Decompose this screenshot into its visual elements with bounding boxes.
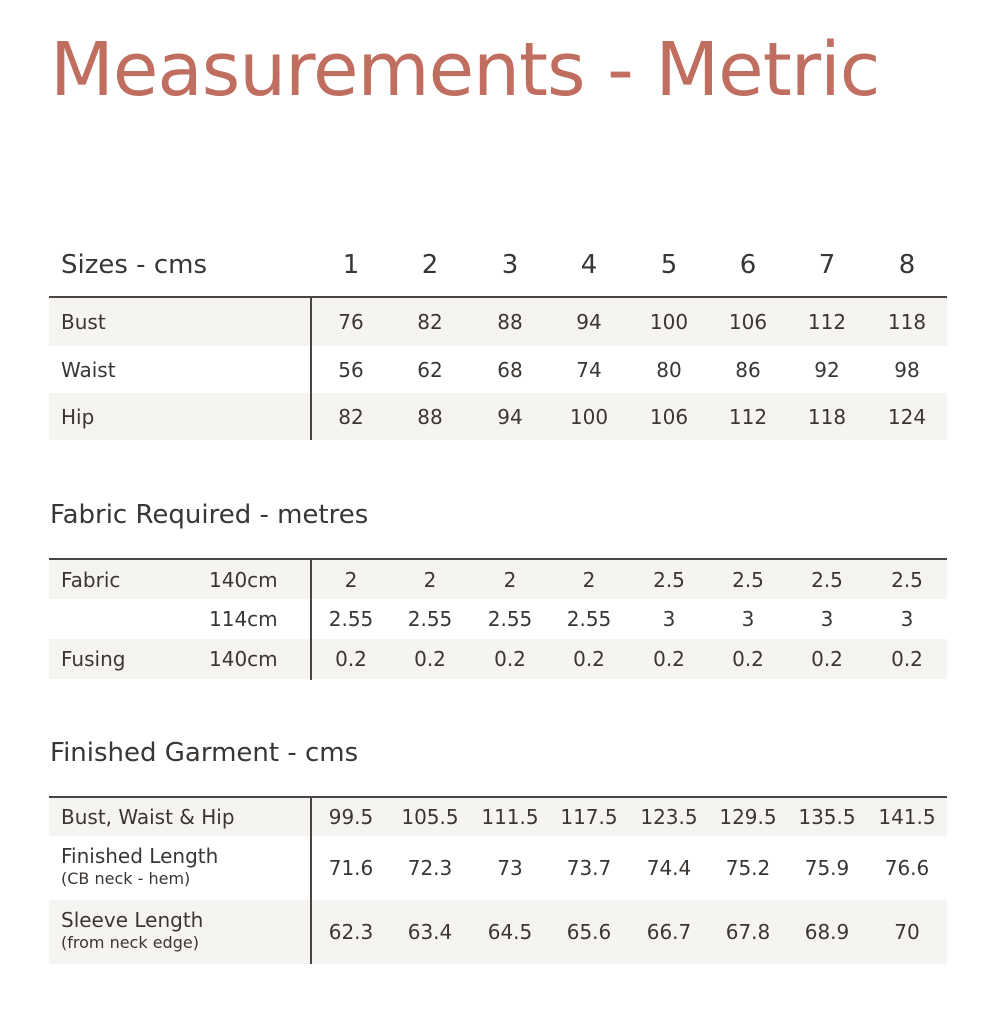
table-cell: 88 [497,310,523,334]
table-cell: 105.5 [401,805,459,829]
table-cell: 80 [656,357,682,382]
table-cell: 135.5 [798,805,856,829]
table-cell: 118 [807,404,847,429]
table-cell: 75.9 [804,856,850,880]
table-cell: 76 [338,310,364,334]
table-cell: 92 [814,357,840,382]
table-cell: 141.5 [878,805,936,829]
table-row [49,393,947,440]
table-row [49,900,947,964]
row-label: Fusing [61,647,126,671]
sizes-header-label: Sizes - cms [61,250,207,280]
table-cell: 67.8 [725,920,771,944]
column-divider [310,297,312,440]
table-cell: 2.5 [653,567,685,592]
table-row [49,298,947,346]
size-header-8: 8 [898,250,916,280]
table-cell: 74 [576,357,602,382]
table-cell: 129.5 [719,805,777,829]
table-row [49,346,947,393]
table-cell: 74.4 [646,856,692,880]
table-cell: 68 [497,357,523,382]
table-cell: 76.6 [884,856,930,880]
table-cell: 2.55 [328,607,374,631]
size-header-5: 5 [660,250,678,280]
table-cell: 70 [894,920,920,944]
row-label: Sleeve Length [61,908,204,932]
table-cell: 106 [728,310,768,334]
table-cell: 124 [887,404,927,429]
table-cell: 62.3 [328,920,374,944]
row-sublabel: (CB neck - hem) [61,869,191,888]
column-divider [310,797,312,964]
table-cell: 3 [900,607,914,631]
table-cell: 82 [417,310,443,334]
table-row [49,560,947,599]
table-cell: 2.55 [566,607,612,631]
table-cell: 2 [582,567,596,592]
row-fabric-width: 114cm [209,607,278,631]
size-header-4: 4 [580,250,598,280]
table-cell: 72.3 [407,856,453,880]
table-cell: 2.55 [487,607,533,631]
table-cell: 62 [417,357,443,382]
garment-section-title: Finished Garment - cms [50,738,359,768]
row-label: Bust, Waist & Hip [61,805,235,829]
row-fabric-width: 140cm [209,567,278,592]
table-row [49,836,947,900]
table-cell: 123.5 [640,805,698,829]
table-cell: 73.7 [566,856,612,880]
table-row [49,599,947,639]
table-cell: 2 [503,567,517,592]
fabric-section-title: Fabric Required - metres [50,500,369,530]
fabric-table [49,558,947,680]
sizes-table [49,240,947,440]
table-cell: 94 [497,404,523,429]
table-cell: 0.2 [653,647,685,671]
table-cell: 0.2 [494,647,526,671]
table-cell: 75.2 [725,856,771,880]
table-cell: 100 [569,404,609,429]
table-cell: 98 [894,357,920,382]
table-cell: 0.2 [335,647,367,671]
table-cell: 2.5 [891,567,923,592]
table-cell: 100 [649,310,689,334]
table-cell: 0.2 [414,647,446,671]
table-cell: 112 [807,310,847,334]
size-header-1: 1 [342,250,360,280]
row-label: Finished Length [61,844,219,868]
row-label: Hip [61,404,95,429]
size-header-7: 7 [818,250,836,280]
table-cell: 3 [820,607,834,631]
table-cell: 3 [741,607,755,631]
table-cell: 117.5 [560,805,618,829]
size-header-2: 2 [421,250,439,280]
row-label: Fabric [61,567,121,592]
table-cell: 112 [728,404,768,429]
table-cell: 66.7 [646,920,692,944]
table-row [49,798,947,836]
garment-table [49,796,947,964]
column-divider [310,559,312,680]
table-cell: 0.2 [811,647,843,671]
table-cell: 99.5 [328,805,374,829]
table-cell: 64.5 [487,920,533,944]
table-cell: 0.2 [573,647,605,671]
row-label: Waist [61,357,116,382]
table-cell: 2 [344,567,358,592]
row-label: Bust [61,310,106,334]
table-cell: 0.2 [732,647,764,671]
table-cell: 71.6 [328,856,374,880]
table-cell: 111.5 [481,805,539,829]
table-cell: 68.9 [804,920,850,944]
table-cell: 88 [417,404,443,429]
table-cell: 2 [423,567,437,592]
table-cell: 82 [338,404,364,429]
table-row [49,639,947,679]
table-cell: 94 [576,310,602,334]
table-cell: 118 [887,310,927,334]
size-header-6: 6 [739,250,757,280]
row-sublabel: (from neck edge) [61,933,199,952]
table-cell: 63.4 [407,920,453,944]
table-cell: 3 [662,607,676,631]
table-cell: 65.6 [566,920,612,944]
row-fabric-width: 140cm [209,647,278,671]
table-cell: 56 [338,357,364,382]
table-cell: 0.2 [891,647,923,671]
page-title: Measurements - Metric [50,27,880,113]
table-cell: 86 [735,357,761,382]
size-header-3: 3 [501,250,519,280]
table-cell: 106 [649,404,689,429]
table-cell: 2.5 [732,567,764,592]
table-cell: 2.55 [407,607,453,631]
table-cell: 2.5 [811,567,843,592]
table-cell: 73 [497,856,523,880]
